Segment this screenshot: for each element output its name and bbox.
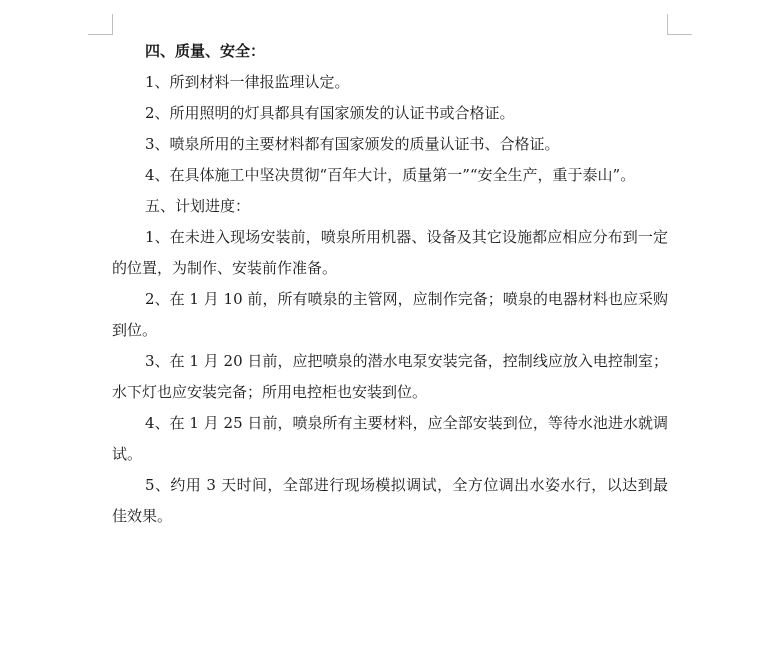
page-corner-mark-top-right	[667, 14, 692, 35]
page-corner-mark-top-left	[88, 14, 113, 35]
schedule-item-1: 1、在未进入现场安装前，喷泉所用机器、设备及其它设施都应相应分布到一定的位置，为制作、安装前作准备。	[112, 228, 668, 277]
document-body[interactable]	[112, 36, 668, 532]
quality-item-1: 1、所到材料一律报监理认定。	[145, 73, 350, 91]
schedule-item-3: 3、在 1 月 20 日前，应把喷泉的潜水电泵安装完备，控制线应放入电控制室；水下灯也应安装完备；所用电控柜也安装到位。	[112, 352, 668, 401]
section-heading-schedule: 五、计划进度：	[145, 197, 251, 215]
section-heading-quality-safety: 四、质量、安全：	[145, 42, 266, 60]
quality-item-4: 4、在具体施工中坚决贯彻“百年大计，质量第一”“安全生产，重于泰山”。	[145, 166, 636, 184]
schedule-item-2: 2、在 1 月 10 前，所有喷泉的主管网，应制作完备；喷泉的电器材料也应采购到位。	[112, 290, 668, 339]
schedule-item-4: 4、在 1 月 25 日前，喷泉所有主要材料，应全部安装到位，等待水池进水就调试。	[112, 414, 668, 463]
quality-item-3: 3、喷泉所用的主要材料都有国家颁发的质量认证书、合格证。	[145, 135, 560, 153]
schedule-item-5: 5、约用 3 天时间，全部进行现场模拟调试，全方位调出水姿水行，以达到最佳效果。	[112, 476, 668, 525]
quality-item-2: 2、所用照明的灯具都具有国家颁发的认证书或合格证。	[145, 104, 515, 122]
